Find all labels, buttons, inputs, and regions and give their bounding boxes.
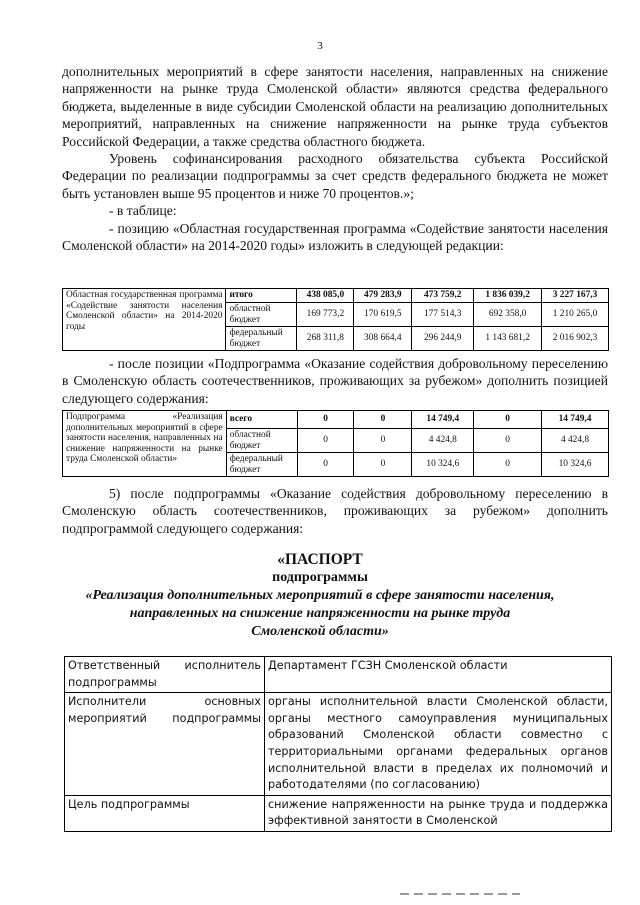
passport-heading [0,551,640,641]
value-cell: 0 [474,429,542,453]
value-cell: 479 283,9 [354,289,412,303]
value-cell: 692 358,0 [474,303,542,327]
passport-key: Цель подпрограммы [65,795,265,831]
passport-title: «ПАСПОРТ [277,551,363,568]
source-cell: федеральный бюджет [226,453,297,477]
value-cell: 0 [297,429,354,453]
value-cell: 0 [474,411,542,429]
value-cell: 0 [354,429,412,453]
value-cell: 0 [297,453,354,477]
value-cell: 10 324,6 [542,453,609,477]
passport-value: снижение напряженности на рынке труда и поддержка эффективной занятости в Смоленской [265,795,612,831]
value-cell: 1 143 681,2 [474,327,542,351]
value-cell: 0 [297,411,354,429]
passport-name-line: Смоленской области» [251,624,389,639]
value-cell: 14 749,4 [412,411,474,429]
source-cell: областной бюджет [226,429,297,453]
value-cell: 296 244,9 [412,327,474,351]
value-cell: 1 836 039,2 [474,289,542,303]
passport-name-line: направленных на снижение напряженности на рынке труда [129,606,511,621]
passport-value: Департамент ГСЗН Смоленской области [265,657,612,693]
program-name-cell: Подпрограмма «Реализация дополнительных мероприятий в сфере занятости населения, направленных на снижение напряженности на рынке труда Смоленской области» [63,411,227,477]
value-cell: 4 424,8 [412,429,474,453]
paragraph: - после позиции «Подпрограмма «Оказание содействия добровольному переселению в Смоленскую область соотечественников, проживающих за рубежом» дополнить позицией следующего содержания: [62,356,608,406]
paragraph: - в таблице: [109,203,177,219]
subprogram-table [62,410,609,477]
value-cell: 0 [354,411,412,429]
body-text-mid [62,355,608,407]
value-cell: 2 016 902,3 [542,327,609,351]
table-row [65,693,612,796]
table-row [65,795,612,831]
passport-value: органы исполнительной власти Смоленской области, органы местного самоуправления муниципальных образований Смоленской области совместно с территориальными органами федеральных органов исполнительной власти в пределах их полномочий и работодателями (по согласованию) [265,693,612,796]
passport-name-line: «Реализация дополнительных мероприятий в сфере занятости населения, [85,588,555,603]
scan-artifact [400,893,520,895]
value-cell: 10 324,6 [412,453,474,477]
program-name-cell: Областная государственная программа «Содействие занятости населения Смоленской области» на 2014-2020 годы [63,289,226,351]
passport-table [64,656,612,832]
value-cell: 177 514,3 [412,303,474,327]
source-cell: федеральный бюджет [226,327,297,351]
value-cell: 268 311,8 [297,327,354,351]
value-cell: 0 [354,453,412,477]
paragraph: - позицию «Областная государственная программа «Содействие занятости населения Смоленской области» на 2014-2020 годы» изложить в следующей редакции: [62,220,608,254]
table-row [65,657,612,693]
page-number: 3 [317,40,323,52]
value-cell: 308 664,4 [354,327,412,351]
paragraph: дополнительных мероприятий в сфере занятости населения, направленных на снижение напряженности на рынке труда Смоленской области» являются средства федерального бюджета, выделенные в виде субсидии Смоленской области на реализацию дополнительных мероприятий, направленных на снижение напряженности на рынке труда субъектов Российской Федерации, а также средства областного бюджета. [62,64,608,149]
source-cell: всего [226,411,297,429]
value-cell: 0 [474,453,542,477]
passport-key: Исполнители основных мероприятий подпрограммы [65,693,265,796]
passport-subtitle: подпрограммы [272,570,368,585]
value-cell: 169 773,2 [297,303,354,327]
body-text-top [62,63,608,254]
paragraph: Уровень софинансирования расходного обязательства субъекта Российской Федерации по реализации подпрограммы за счет средств федерального бюджета не может быть установлен выше 95 процентов и ниже 70 процентов.»; [62,151,608,201]
table-row [63,289,609,303]
source-cell: областной бюджет [226,303,297,327]
value-cell: 170 619,5 [354,303,412,327]
passport-key: Ответственный исполнитель подпрограммы [65,657,265,693]
value-cell: 4 424,8 [542,429,609,453]
table-row [63,411,609,429]
body-text-item5 [62,485,608,537]
source-cell: итого [226,289,297,303]
paragraph: 5) после подпрограммы «Оказание содействия добровольному переселению в Смоленскую область соотечественников, проживающих за рубежом» дополнить подпрограммой следующего содержания: [62,486,608,536]
value-cell: 3 227 167,3 [542,289,609,303]
value-cell: 438 085,0 [297,289,354,303]
program-table [62,288,609,351]
value-cell: 1 210 265,0 [542,303,609,327]
value-cell: 14 749,4 [542,411,609,429]
value-cell: 473 759,2 [412,289,474,303]
